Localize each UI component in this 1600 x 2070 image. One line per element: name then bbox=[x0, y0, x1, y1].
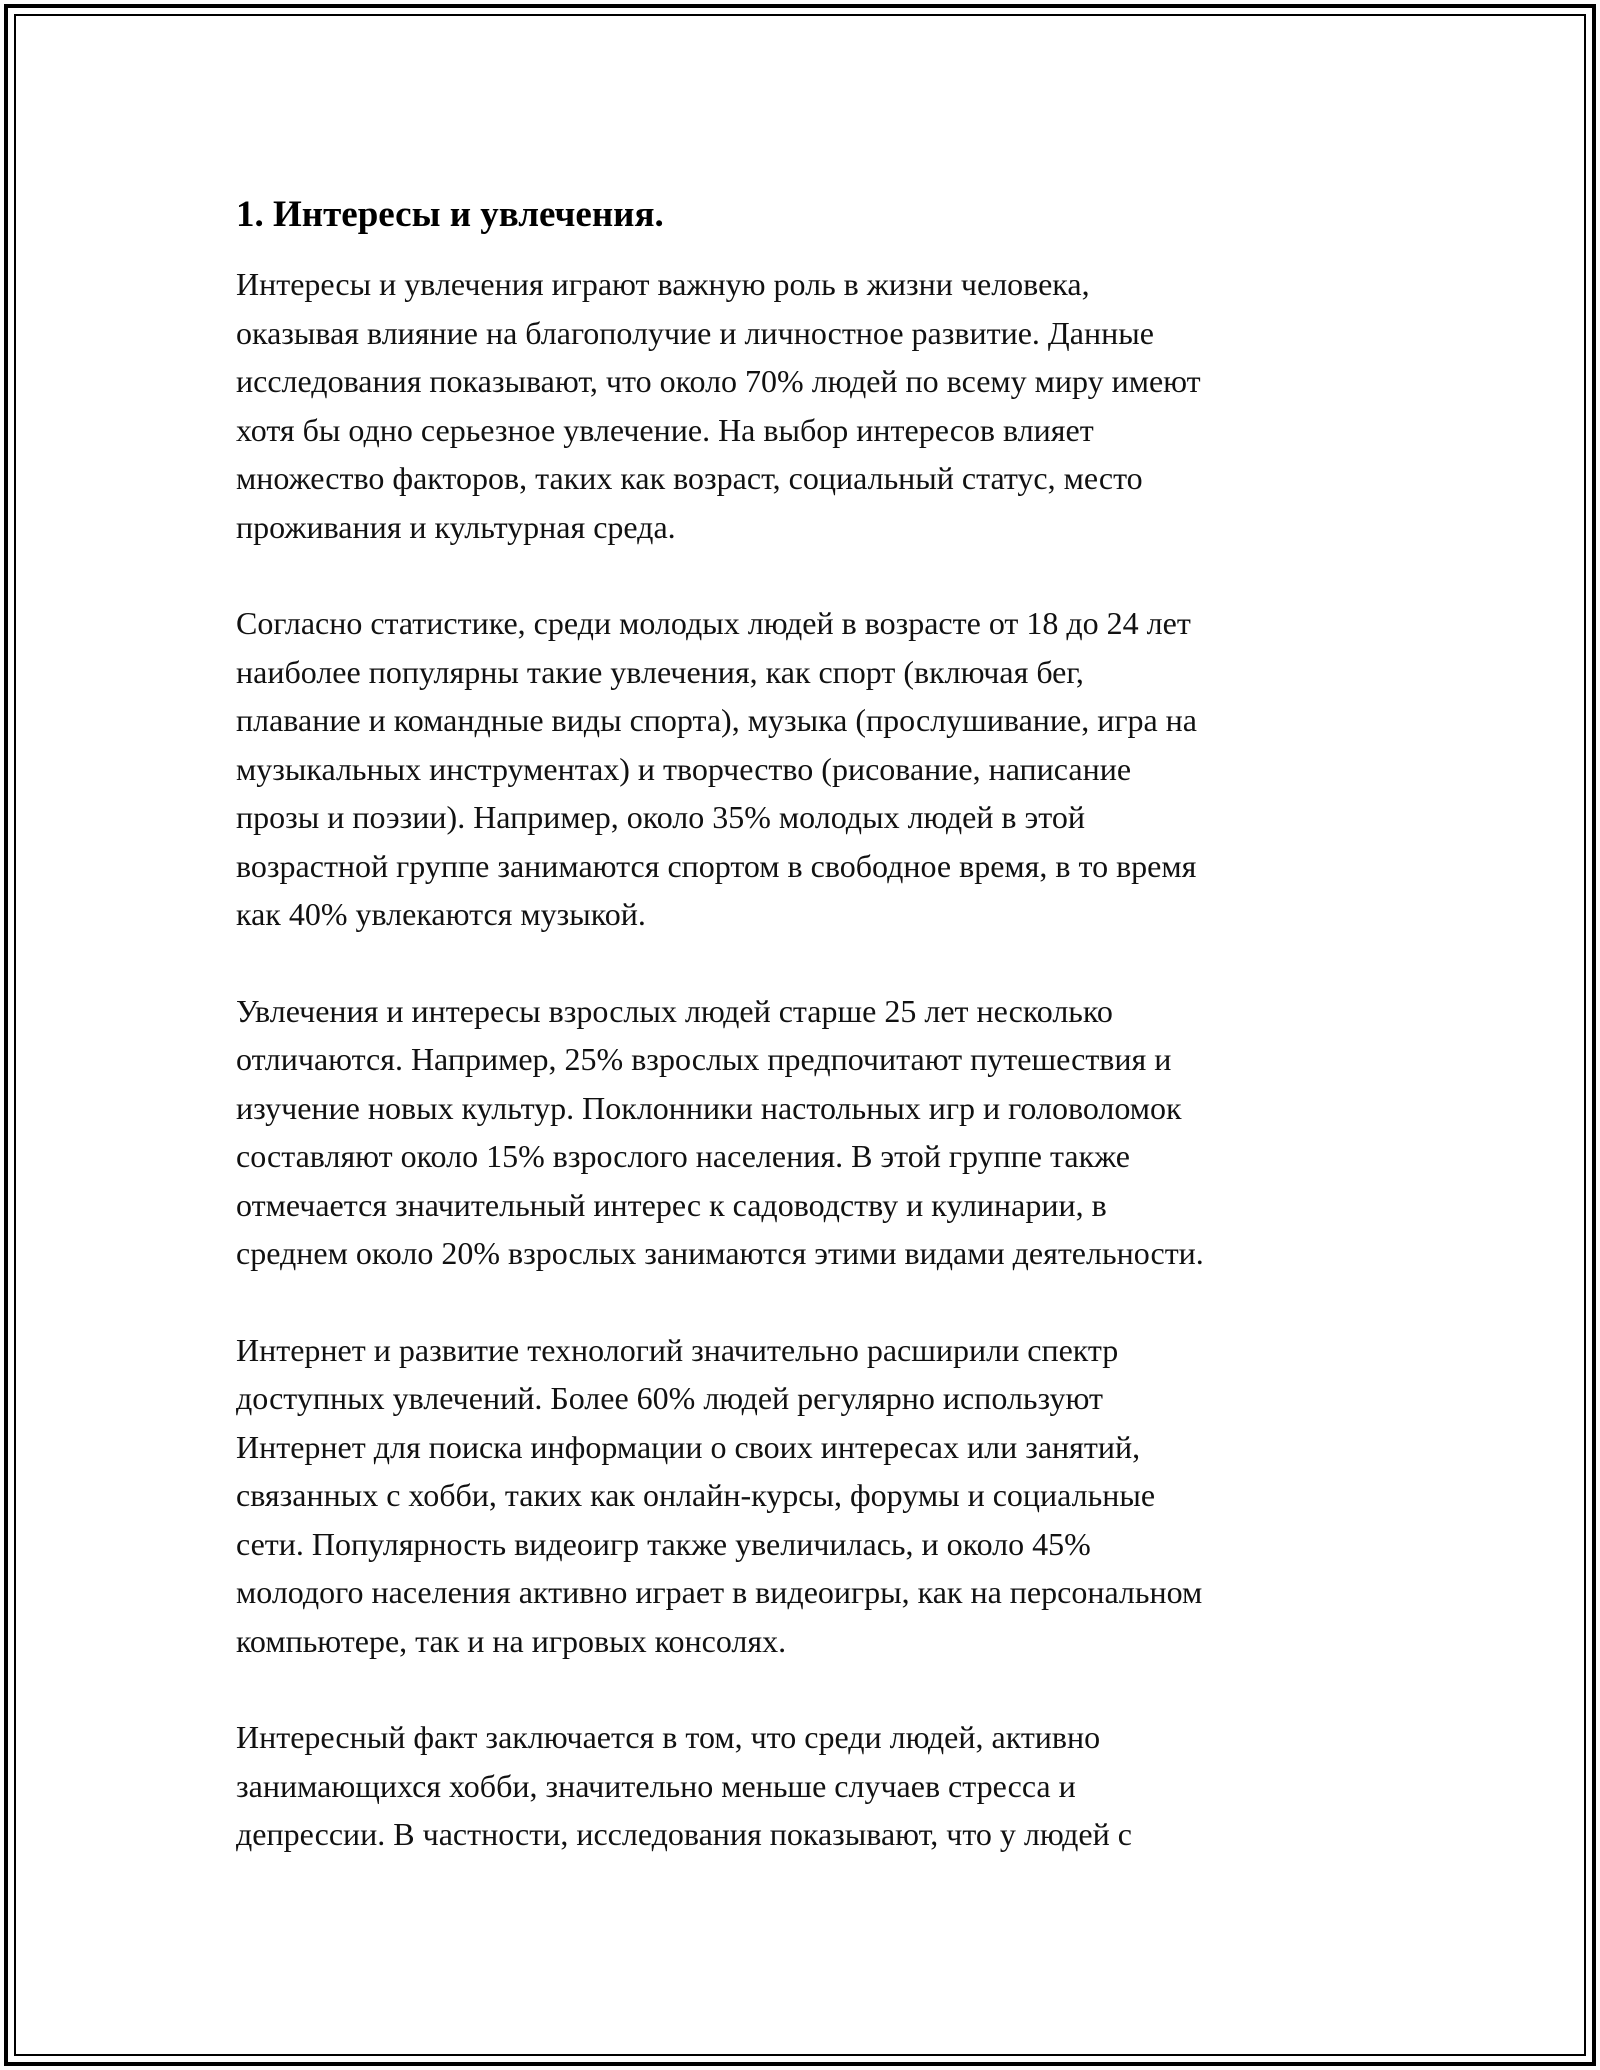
text-line: возрастной группе занимаются спортом в свободное время, в то время bbox=[236, 847, 1197, 884]
text-line: Согласно статистике, среди молодых людей в возрасте от 18 до 24 лет bbox=[236, 605, 1191, 641]
text-line: исследования показывают, что около 70% людей по всему миру имеют bbox=[236, 363, 1201, 399]
text-line: изучение новых культур. Поклонники настольных игр и головоломок bbox=[236, 1089, 1182, 1126]
text-line: хотя бы одно серьезное увлечение. На выбор интересов влияет bbox=[236, 411, 1094, 448]
text-line: проживания и культурная среда. bbox=[236, 508, 676, 545]
paragraph-internet bbox=[236, 1326, 1386, 1666]
text-line: занимающихся хобби, значительно меньше случаев стресса и bbox=[236, 1767, 1076, 1804]
text-line: среднем около 20% взрослых занимаются этими видами деятельности. bbox=[236, 1235, 1204, 1271]
text-line: плавание и командные виды спорта), музыка (прослушивание, игра на bbox=[236, 702, 1197, 738]
text-line: Интернет для поиска информации о своих интересах или занятий, bbox=[236, 1428, 1141, 1465]
text-line: Интересный факт заключается в том, что среди людей, активно bbox=[236, 1719, 1101, 1755]
text-line: Интересы и увлечения играют важную роль в жизни человека, bbox=[236, 266, 1090, 302]
text-line: Интернет и развитие технологий значительно расширили спектр bbox=[236, 1331, 1119, 1368]
text-line: связанных с хобби, таких как онлайн-курсы, форумы и социальные bbox=[236, 1477, 1156, 1513]
paragraph-adults bbox=[236, 987, 1386, 1278]
text-line: доступных увлечений. Более 60% людей регулярно используют bbox=[236, 1380, 1103, 1416]
text-line: сети. Популярность видеоигр также увеличилась, и около 45% bbox=[236, 1525, 1091, 1562]
paragraph-intro bbox=[236, 260, 1386, 551]
text-line: музыкальных инструментах) и творчество (рисование, написание bbox=[236, 750, 1132, 787]
text-line: составляют около 15% взрослого населения. В этой группе также bbox=[236, 1138, 1130, 1174]
text-line: отличаются. Например, 25% взрослых предпочитают путешествия и bbox=[236, 1041, 1172, 1077]
section-heading: 1. Интересы и увлечения. bbox=[236, 194, 664, 235]
text-line: множество факторов, таких как возраст, социальный статус, место bbox=[236, 460, 1143, 496]
text-line: Увлечения и интересы взрослых людей старше 25 лет несколько bbox=[236, 992, 1113, 1029]
text-line: как 40% увлекаются музыкой. bbox=[236, 896, 646, 932]
text-line: оказывая влияние на благополучие и личностное развитие. Данные bbox=[236, 314, 1154, 351]
text-line: компьютере, так и на игровых консолях. bbox=[236, 1622, 787, 1659]
text-line: прозы и поэзии). Например, около 35% молодых людей в этой bbox=[236, 799, 1085, 835]
text-line: молодого населения активно играет в видеоигры, как на персональном bbox=[236, 1574, 1203, 1610]
paragraph-youth bbox=[236, 599, 1386, 939]
text-line: наиболее популярны такие увлечения, как спорт (включая бег, bbox=[236, 653, 1084, 690]
paragraph-stress bbox=[236, 1713, 1386, 1859]
document-body bbox=[236, 190, 1386, 1859]
text-line: депрессии. В частности, исследования показывают, что у людей с bbox=[236, 1816, 1132, 1852]
text-line: отмечается значительный интерес к садоводству и кулинарии, в bbox=[236, 1186, 1107, 1223]
